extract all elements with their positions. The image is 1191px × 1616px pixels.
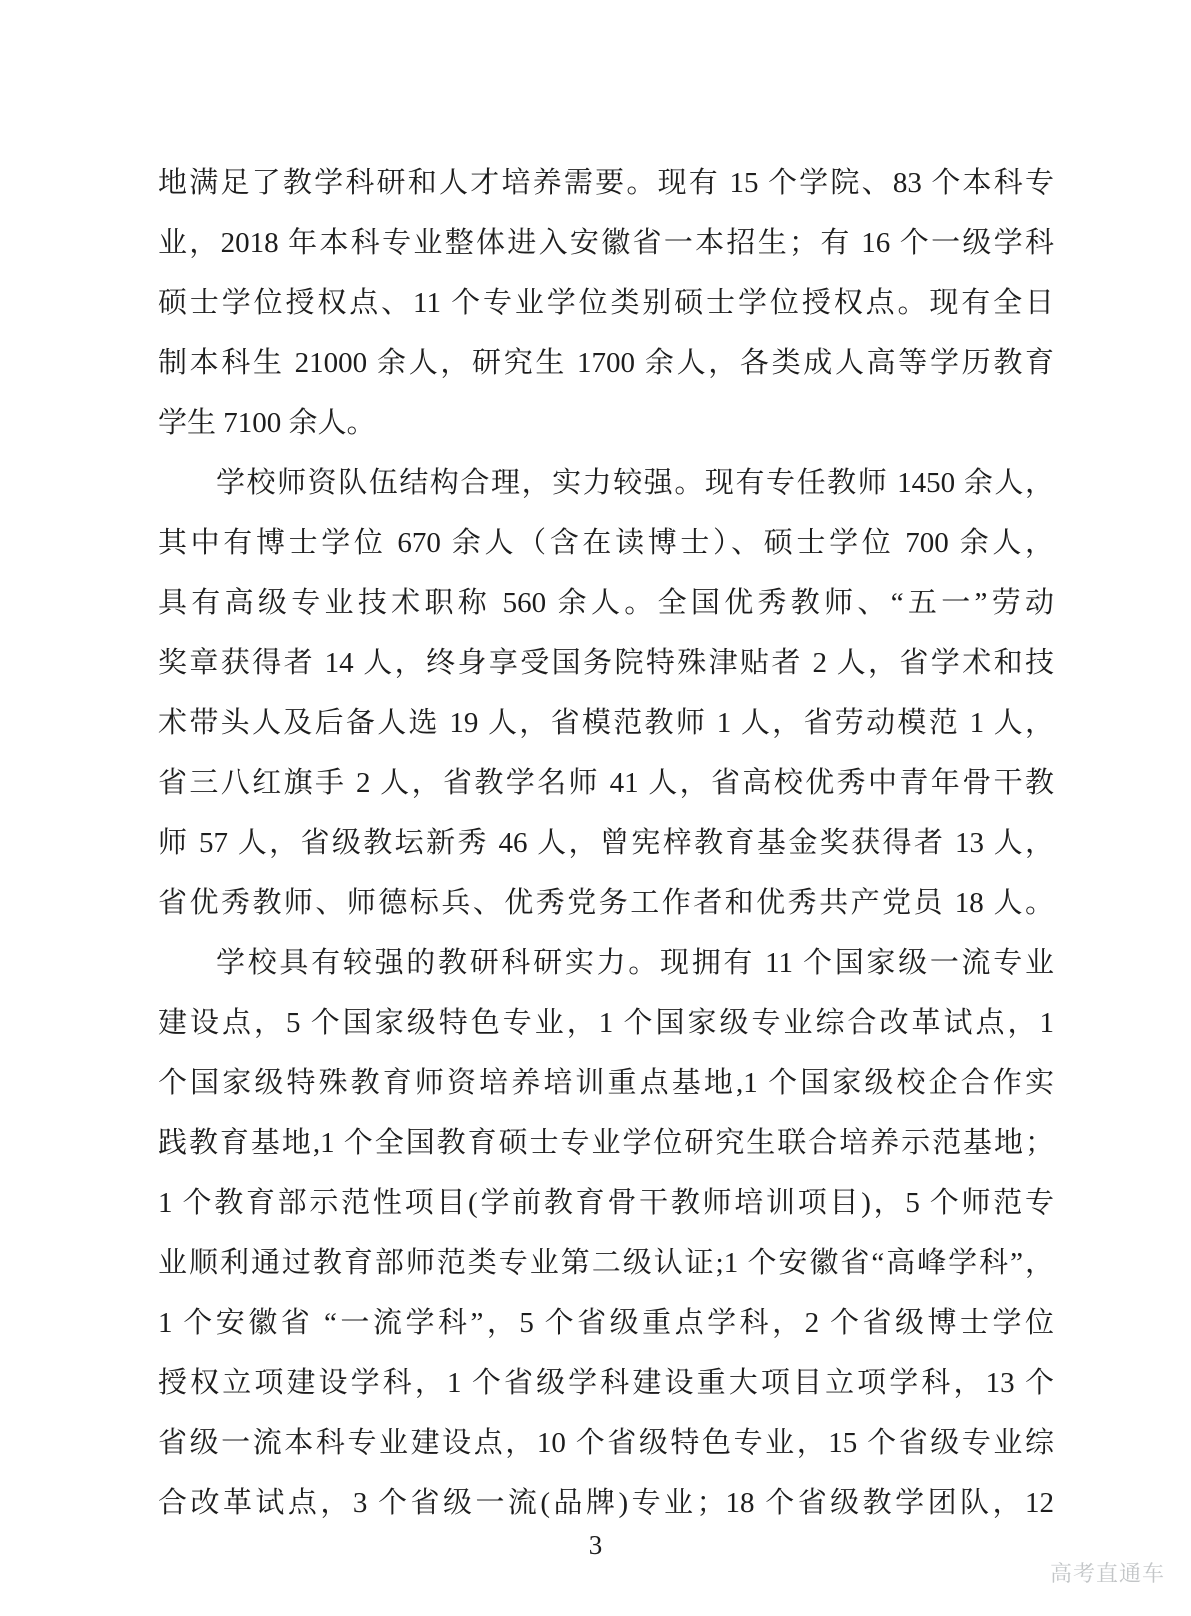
text-line: 学校师资队伍结构合理，实力较强。现有专任教师 1450 余人， (216, 467, 1054, 499)
text-line: 业顺利通过教育部师范类专业第二级认证;1 个安徽省“高峰学科”， (158, 1247, 1054, 1279)
text-line: 术带头人及后备人选 19 人，省模范教师 1 人，省劳动模范 1 人， (158, 707, 1054, 739)
text-line: 其中有博士学位 670 余人（含在读博士）、硕士学位 700 余人， (158, 527, 1054, 559)
text-line: 合改革试点，3 个省级一流(品牌)专业；18 个省级教学团队，12 (158, 1487, 1054, 1519)
text-line: 硕士学位授权点、11 个专业学位类别硕士学位授权点。现有全日 (158, 287, 1054, 319)
text-line: 践教育基地,1 个全国教育硕士专业学位研究生联合培养示范基地； (158, 1127, 1054, 1159)
document-body (158, 153, 1054, 1533)
text-line: 1 个教育部示范性项目(学前教育骨干教师培训项目)，5 个师范专 (158, 1187, 1054, 1219)
text-line: 省优秀教师、师德标兵、优秀党务工作者和优秀共产党员 18 人。 (158, 887, 1054, 919)
text-line: 省三八红旗手 2 人，省教学名师 41 人，省高校优秀中青年骨干教 (158, 767, 1054, 799)
text-line: 个国家级特殊教育师资培养培训重点基地,1 个国家级校企合作实 (158, 1067, 1054, 1099)
watermark-text: 高考直通车 (1049, 1561, 1165, 1586)
text-line: 建设点，5 个国家级特色专业，1 个国家级专业综合改革试点，1 (158, 1007, 1054, 1039)
text-line: 师 57 人，省级教坛新秀 46 人，曾宪梓教育基金奖获得者 13 人， (158, 827, 1054, 859)
text-line: 业，2018 年本科专业整体进入安徽省一本招生；有 16 个一级学科 (158, 227, 1054, 259)
text-line: 1 个安徽省 “一流学科”，5 个省级重点学科，2 个省级博士学位 (158, 1307, 1054, 1339)
text-line: 授权立项建设学科，1 个省级学科建设重大项目立项学科，13 个 (158, 1367, 1054, 1399)
text-line: 具有高级专业技术职称 560 余人。全国优秀教师、“五一”劳动 (158, 587, 1054, 619)
text-line: 制本科生 21000 余人，研究生 1700 余人，各类成人高等学历教育 (158, 347, 1054, 379)
text-line: 学生 7100 余人。 (158, 407, 376, 439)
text-line: 省级一流本科专业建设点，10 个省级特色专业，15 个省级专业综 (158, 1427, 1054, 1459)
text-line: 学校具有较强的教研科研实力。现拥有 11 个国家级一流专业 (216, 947, 1054, 979)
text-line: 地满足了教学科研和人才培养需要。现有 15 个学院、83 个本科专 (158, 167, 1054, 199)
text-line: 奖章获得者 14 人，终身享受国务院特殊津贴者 2 人，省学术和技 (158, 647, 1054, 679)
page-number: 3 (588, 1530, 603, 1560)
